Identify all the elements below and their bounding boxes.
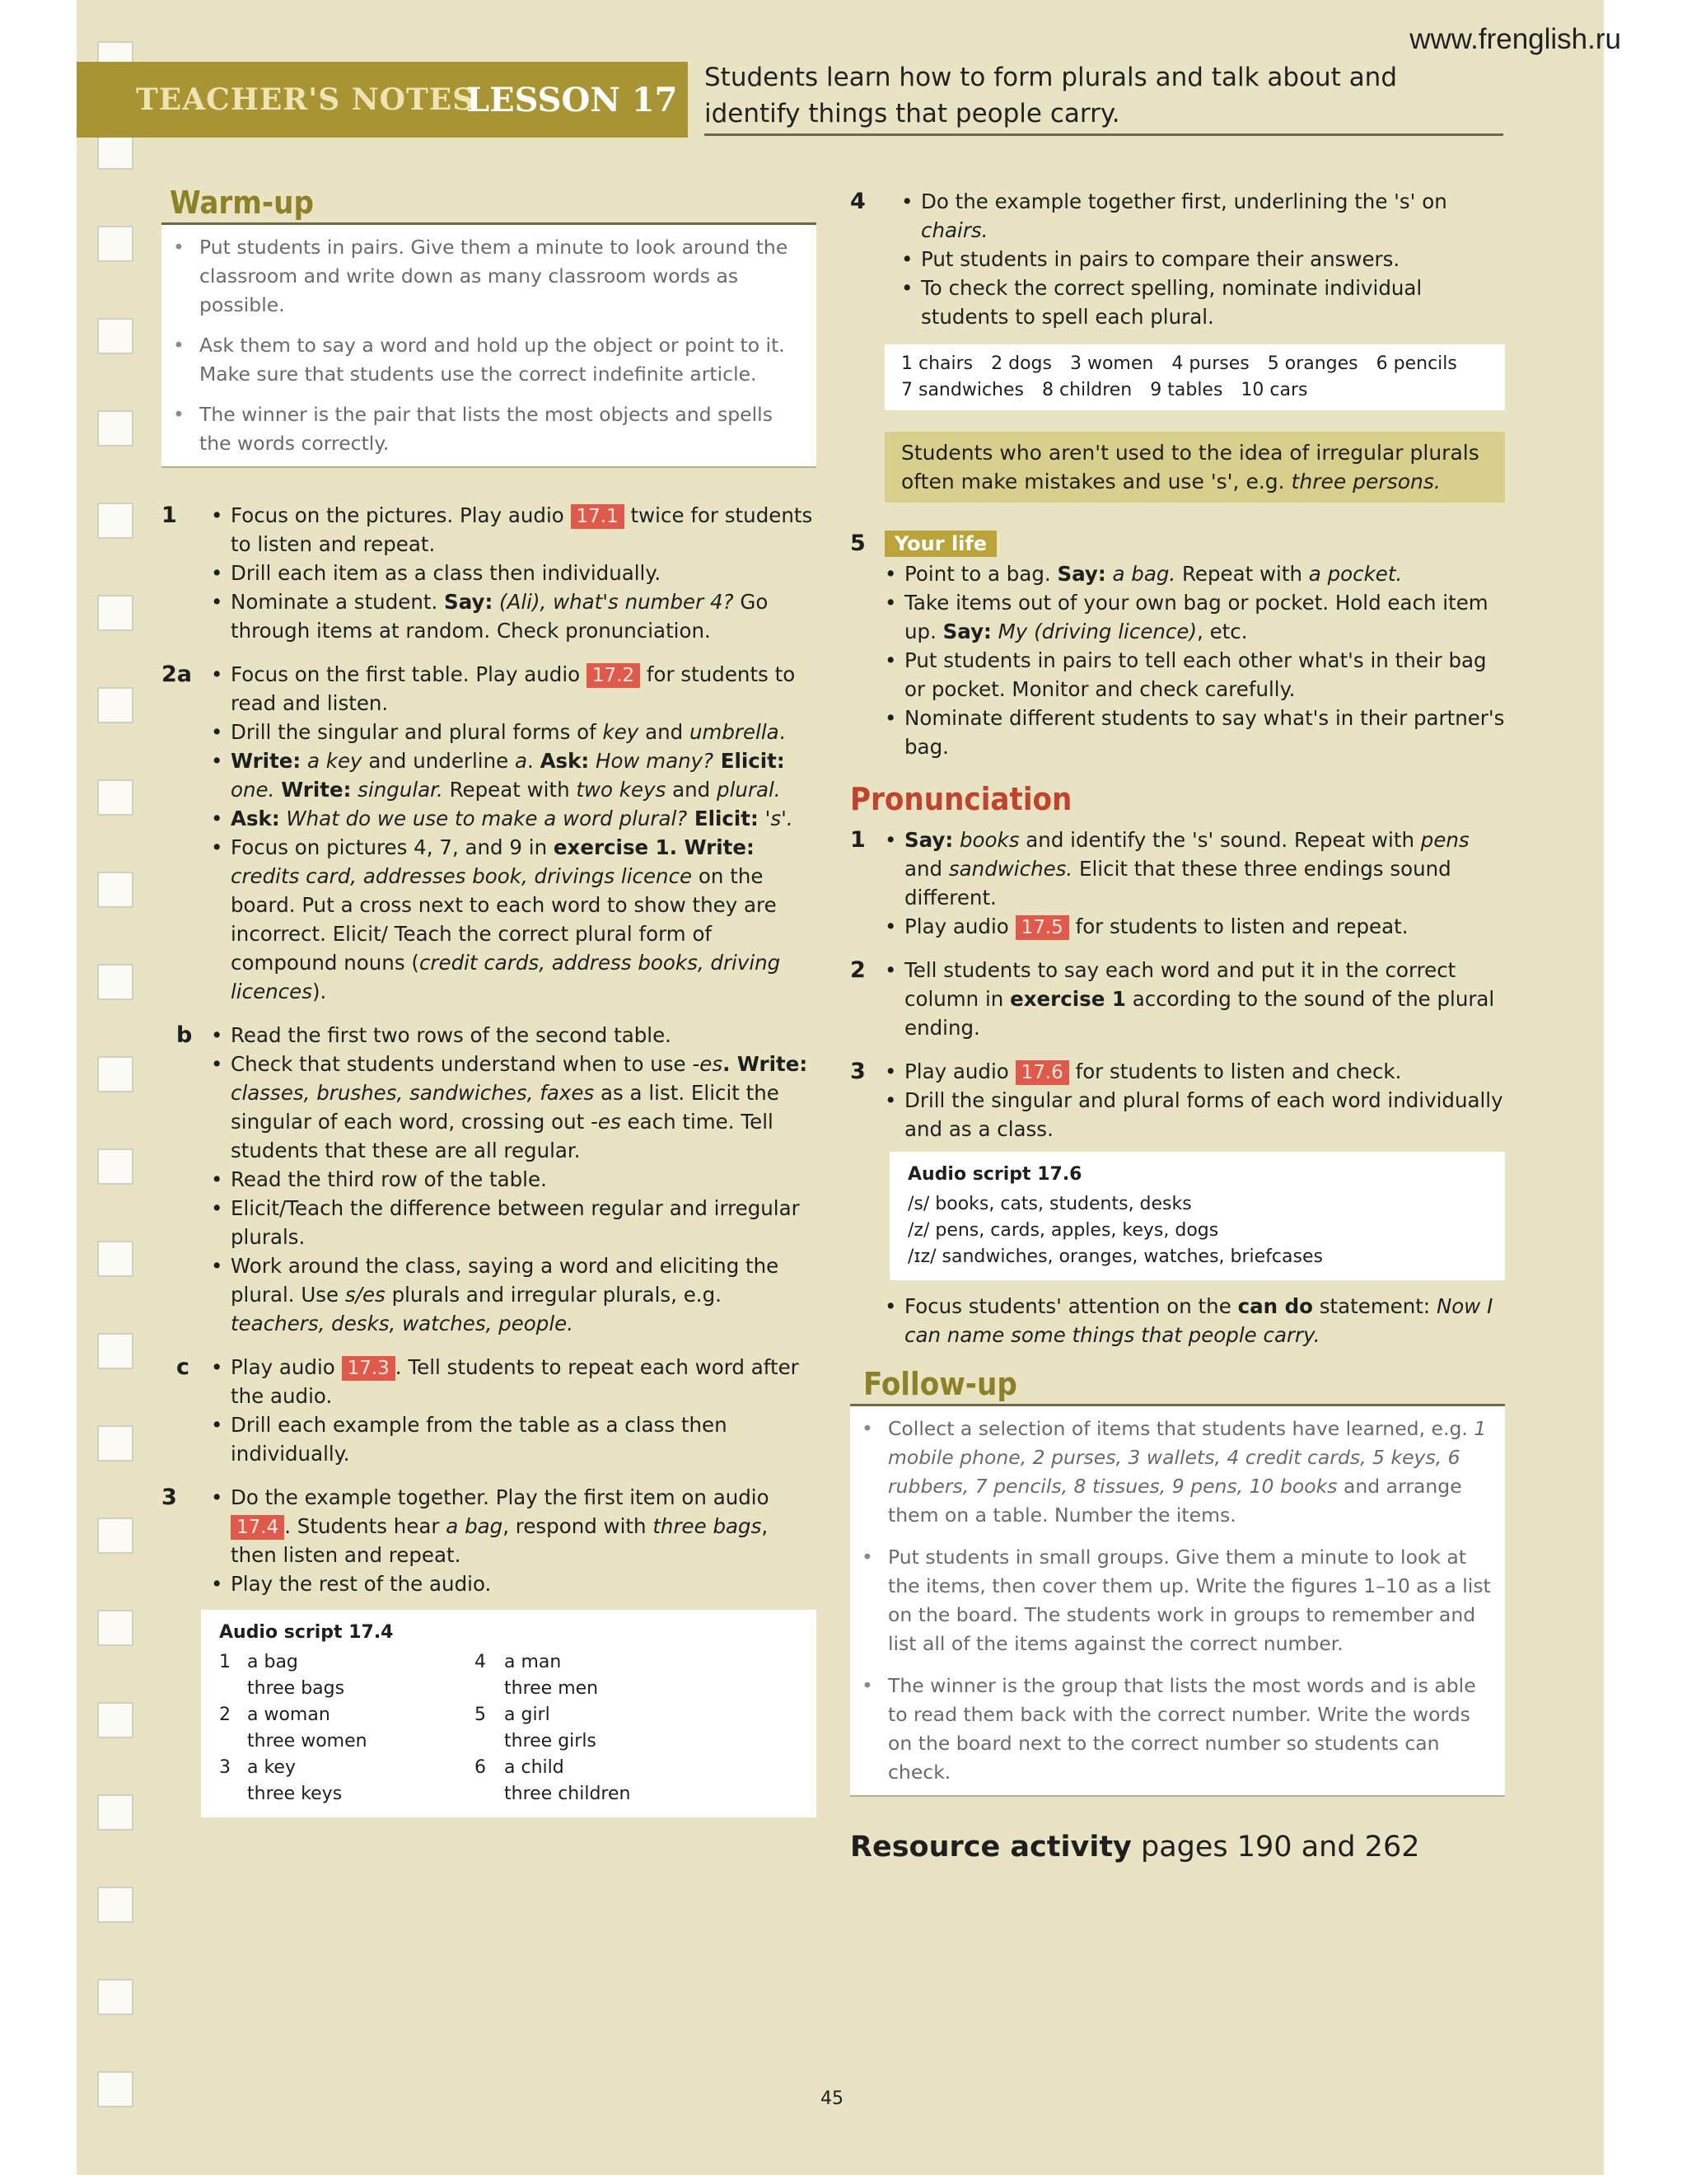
bullet: • Play audio 17.3 . Tell students to repeat each word after the audio. — [211, 1353, 816, 1410]
bullet: • Nominate a student. Say: (Ali), what's number 4? Go through items at random. Check pronunciation. — [211, 587, 816, 645]
right-column — [850, 187, 1505, 1864]
binder-hole — [97, 872, 133, 908]
bullet: • Elicit/Teach the difference between regular and irregular plurals. — [211, 1194, 816, 1251]
binder-hole — [97, 1056, 133, 1092]
exercise-2b — [161, 1021, 816, 1338]
bullet: • Do the example together first, underlining the 's' on chairs. — [901, 187, 1505, 245]
exercise-1 — [161, 501, 816, 645]
source-url: www.frenglish.ru — [1409, 23, 1621, 55]
bullet: • Write: a key and underline a. Ask: How many? Elicit: one. Write: singular. Repeat with two keys and plural. — [211, 746, 816, 804]
script-entry: 4 a man three men — [474, 1652, 599, 1699]
script-entry: 2 a woman three women — [219, 1705, 367, 1751]
exercise-number: 5 — [850, 531, 866, 556]
exercise-number: c — [176, 1354, 190, 1380]
binder-hole — [97, 964, 133, 1000]
followup-bullet: • Put students in small groups. Give them a minute to look at the items, then cover them up. Write the figures 1–10 as a list on the board. The students work in groups to remember and list all of the items against the correct number. — [862, 1543, 1493, 1658]
bullet: • Ask: What do we use to make a word plural? Elicit: 's'. — [211, 804, 816, 833]
script-line: /ɪz/ sandwiches, oranges, watches, briefcases — [908, 1246, 1323, 1267]
binder-hole — [97, 1979, 133, 2015]
script-line: /z/ pens, cards, apples, keys, dogs — [908, 1220, 1219, 1241]
left-column — [161, 183, 816, 1817]
bullet: • Nominate different students to say what's in their partner's bag. — [885, 704, 1505, 761]
bullet: • Drill the singular and plural forms of each word individually and as a class. — [885, 1086, 1505, 1143]
can-do-bullet: • Focus students' attention on the can do statement: Now I can name some things that people carry. — [885, 1292, 1505, 1349]
exercise-2c — [161, 1353, 816, 1468]
bullet: • Read the third row of the table. — [211, 1165, 816, 1194]
binder-hole — [97, 779, 133, 816]
exercise-number: b — [176, 1022, 193, 1048]
bullet: • Say: books and identify the 's' sound. Repeat with pens and sandwiches. Elicit that these three endings sound different. — [885, 825, 1505, 912]
exercise-number: 1 — [161, 503, 177, 528]
warmup-bullet: • Ask them to say a word and hold up the object or point to it. Make sure that students use the correct indefinite article. — [173, 331, 805, 389]
binder-hole — [97, 1610, 133, 1646]
resource-activity: Resource activity pages 190 and 262 — [850, 1831, 1420, 1864]
binder-hole — [97, 410, 133, 447]
binder-hole — [97, 226, 133, 262]
bullet: • Do the example together. Play the first item on audio 17.4 . Students hear a bag, respond with three bags, then listen and repeat. — [211, 1483, 816, 1569]
lesson-label: LESSON 17 — [466, 81, 678, 119]
bullet: • Play audio 17.5 for students to listen and repeat. — [885, 912, 1505, 941]
bullet: • To check the correct spelling, nominate individual students to spell each plural. — [901, 274, 1505, 331]
page-number: 45 — [820, 2088, 844, 2109]
pronunciation-2 — [850, 956, 1505, 1042]
bullet: • Work around the class, saying a word and eliciting the plural. Use s/es plurals and irregular plurals, e.g. teachers, desks, watches, people. — [211, 1251, 816, 1338]
script-entry: 1 a bag three bags — [219, 1652, 345, 1699]
script-entry: 5 a girl three girls — [474, 1705, 596, 1751]
exercise-number: 4 — [850, 189, 866, 214]
binder-hole — [97, 1702, 133, 1738]
binder-hole — [97, 133, 133, 170]
bullet: • Focus on the first table. Play audio 17.2 for students to read and listen. — [211, 660, 816, 718]
pronunciation-1 — [850, 825, 1505, 941]
teachers-notes-label: TEACHER'S NOTES — [136, 82, 475, 117]
warmup-bullet: • Put students in pairs. Give them a minute to look around the classroom and write down as many classroom words as possible. — [173, 233, 805, 320]
bullet: • Drill the singular and plural forms of key and umbrella. — [211, 718, 816, 746]
exercise-number: 3 — [850, 1059, 866, 1084]
followup-bullet: • Collect a selection of items that students have learned, e.g. 1 mobile phone, 2 purses, 3 wallets, 4 credit cards, 5 keys, 6 rubbers, 7 pencils, 8 tissues, 9 pens, 10 books and arrange them on a table. Number the items. — [862, 1415, 1493, 1530]
exercise-number: 2a — [161, 662, 193, 687]
script-entry: 3 a key three keys — [219, 1757, 343, 1804]
bullet: • Play the rest of the audio. — [211, 1569, 816, 1598]
audio-script-17-6 — [890, 1152, 1505, 1280]
audio-badge: 17.2 — [586, 663, 640, 688]
audio-badge: 17.1 — [571, 504, 624, 529]
audio-badge: 17.3 — [342, 1356, 395, 1381]
script-entry: 6 a child three children — [474, 1757, 631, 1804]
audio-badge: 17.6 — [1016, 1060, 1069, 1085]
binder-hole — [97, 318, 133, 354]
script-line: /s/ books, cats, students, desks — [908, 1194, 1192, 1214]
your-life-label: Your life — [885, 531, 997, 557]
binder-hole — [97, 595, 133, 631]
exercise-2a — [161, 660, 816, 1006]
binder-hole — [97, 687, 133, 723]
bullet: • Point to a bag. Say: a bag. Repeat with a pocket. — [885, 559, 1505, 588]
warmup-box — [161, 222, 816, 468]
audio-badge: 17.5 — [1016, 915, 1069, 940]
binder-hole — [97, 1518, 133, 1554]
followup-title: Follow-up — [863, 1366, 1017, 1402]
warmup-bullet: • The winner is the pair that lists the most objects and spells the words correctly. — [173, 400, 805, 458]
audio-badge: 17.4 — [231, 1515, 284, 1540]
pronunciation-3 — [850, 1057, 1505, 1143]
binder-hole — [97, 1333, 133, 1369]
bullet: • Focus on the pictures. Play audio 17.1 twice for students to listen and repeat. — [211, 501, 816, 559]
pronunciation-title: Pronunciation — [850, 781, 1072, 817]
bullet: • Put students in pairs to compare their answers. — [901, 245, 1505, 274]
bullet: • Read the first two rows of the second table. — [211, 1021, 816, 1050]
bullet: • Put students in pairs to tell each other what's in their bag or pocket. Monitor and check carefully. — [885, 646, 1505, 704]
header-rule — [704, 133, 1503, 136]
binder-hole — [97, 1425, 133, 1461]
binder-hole — [97, 1148, 133, 1185]
binder-hole — [97, 1794, 133, 1831]
audio-script-title: Audio script 17.6 — [908, 1164, 1082, 1185]
bullet: • Focus on pictures 4, 7, and 9 in exercise 1. Write: credits card, addresses book, drivings licence on the board. Put a cross next to each word to show they are incorrect. Elicit/ Teach the correct plural form of compound nouns (credit cards, address books, driving licences). — [211, 833, 816, 1006]
binder-hole — [97, 2071, 133, 2107]
followup-bullet: • The winner is the group that lists the most words and is able to read them back with the correct number. Write the words on the board next to the correct number so students can check. — [862, 1672, 1493, 1787]
warmup-title: Warm-up — [170, 185, 314, 221]
exercise-number: 2 — [850, 957, 866, 983]
bullet: • Drill each item as a class then individually. — [211, 559, 816, 587]
audio-script-title: Audio script 17.4 — [219, 1622, 394, 1643]
answer-key: 1 chairs 2 dogs 3 women 4 purses 5 oranges 6 pencils 7 sandwiches 8 children 9 tables 10 cars — [885, 344, 1505, 410]
bullet: • Take items out of your own bag or pocket. Hold each item up. Say: My (driving licence), etc. — [885, 588, 1505, 646]
exercise-3 — [161, 1483, 816, 1598]
bullet: • Drill each example from the table as a class then individually. — [211, 1410, 816, 1468]
followup-box — [850, 1404, 1505, 1797]
lesson-intro: Students learn how to form plurals and talk about and identify things that people carry. — [704, 63, 1398, 129]
exercise-number: 1 — [850, 827, 866, 853]
teaching-tip: Students who aren't used to the idea of irregular plurals often make mistakes and use 's', e.g. three persons. — [885, 432, 1505, 503]
binder-hole — [97, 1241, 133, 1277]
audio-script-17-4 — [201, 1610, 816, 1817]
binder-hole — [97, 503, 133, 539]
exercise-number: 3 — [161, 1485, 177, 1510]
binder-hole — [97, 1887, 133, 1923]
bullet: • Tell students to say each word and put it in the correct column in exercise 1 according to the sound of the plural ending. — [885, 956, 1505, 1042]
exercise-4 — [850, 187, 1505, 331]
exercise-5 — [850, 529, 1505, 761]
bullet: • Play audio 17.6 for students to listen and check. — [885, 1057, 1505, 1086]
bullet: • Check that students understand when to use -es. Write: classes, brushes, sandwiches, faxes as a list. Elicit the singular of each word, crossing out -es each time. Tell students that these are all regular. — [211, 1050, 816, 1165]
